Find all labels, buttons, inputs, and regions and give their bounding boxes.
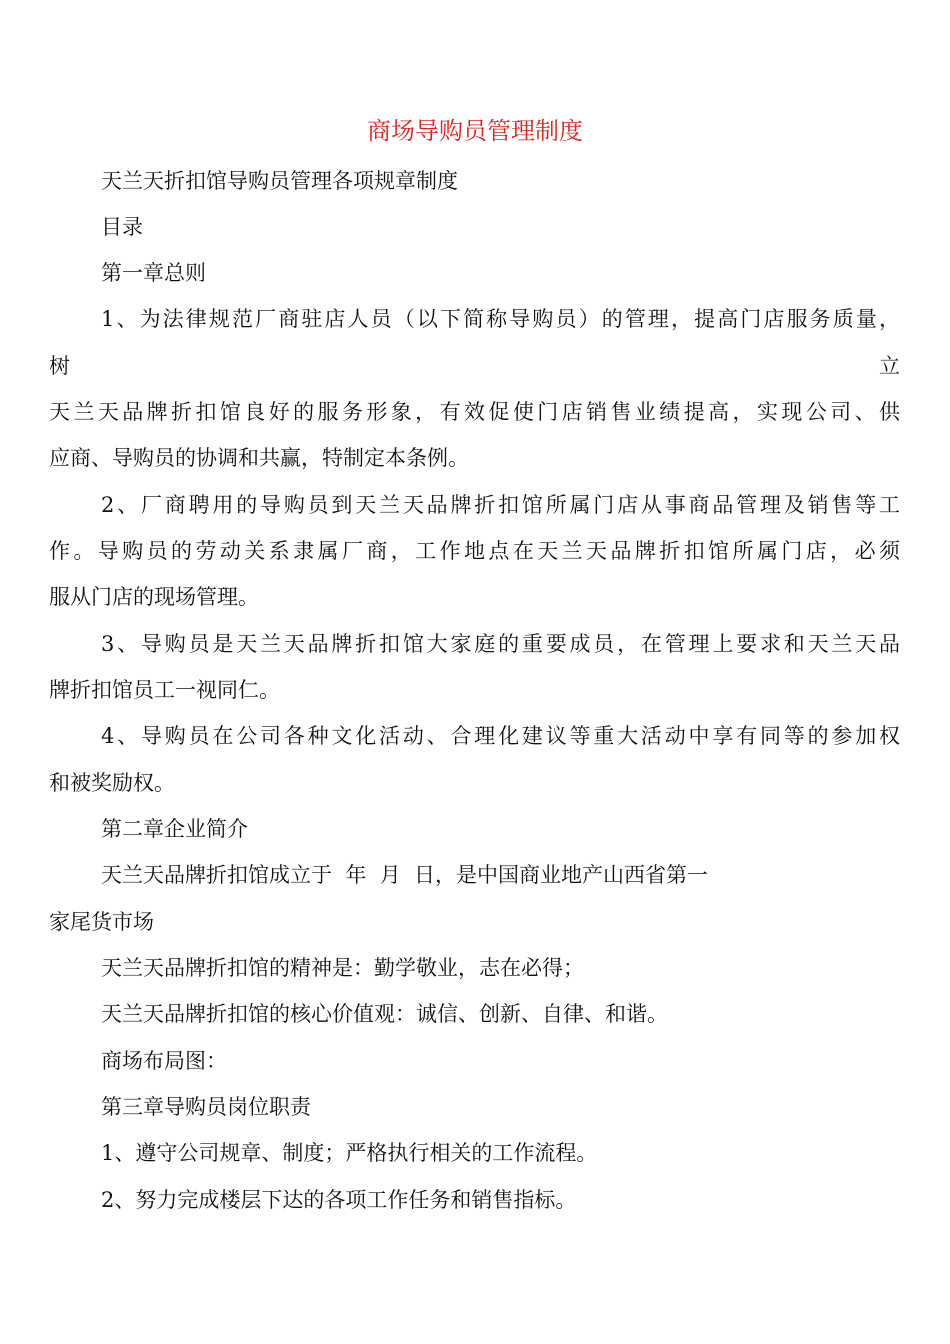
ch1-item3-line1: 3、导购员是天兰天品牌折扣馆大家庭的重要成员，在管理上要求和天兰天品	[101, 632, 900, 656]
ch1-item3-line2: 牌折扣馆员工一视同仁。	[49, 678, 280, 702]
chapter2-heading: 第二章企业简介	[101, 817, 248, 841]
ch2-spirit: 天兰天品牌折扣馆的精神是：勤学敬业，志在必得；	[101, 956, 584, 980]
ch1-item1-line2	[49, 351, 900, 381]
ch1-item2-line3: 服从门店的现场管理。	[49, 585, 259, 609]
ch2-values: 天兰天品牌折扣馆的核心价值观：诚信、创新、自律、和谐。	[101, 1002, 668, 1026]
document-title: 商场导购员管理制度	[367, 117, 583, 145]
chapter1-heading: 第一章总则	[101, 261, 206, 285]
ch2-intro-line2: 家尾货市场	[49, 910, 154, 934]
ch3-item2: 2、努力完成楼层下达的各项工作任务和销售指标。	[101, 1188, 577, 1212]
ch1-item1-line2-left: 树	[49, 354, 70, 378]
ch1-item1-line2-right: 立	[879, 354, 900, 378]
ch1-item1-line3: 天兰天品牌折扣馆良好的服务形象，有效促使门店销售业绩提高，实现公司、供	[49, 400, 900, 424]
ch1-item1-line1: 1、为法律规范厂商驻店人员（以下简称导购员）的管理，提高门店服务质量，	[101, 307, 900, 331]
ch2-intro-line1: 天兰天品牌折扣馆成立于 年 月 日，是中国商业地产山西省第一	[101, 863, 709, 887]
chapter3-heading: 第三章导购员岗位职责	[101, 1095, 311, 1119]
ch1-item1-line4: 应商、导购员的协调和共赢，特制定本条例。	[49, 446, 469, 470]
ch3-item1: 1、遵守公司规章、制度；严格执行相关的工作流程。	[101, 1141, 598, 1165]
ch1-item4-line2: 和被奖励权。	[49, 771, 175, 795]
toc-label: 目录	[101, 215, 143, 239]
subtitle: 天兰天折扣馆导购员管理各项规章制度	[101, 169, 458, 193]
ch2-layout-label: 商场布局图：	[101, 1049, 227, 1073]
ch1-item4-line1: 4、导购员在公司各种文化活动、合理化建议等重大活动中享有同等的参加权	[101, 724, 900, 748]
ch1-item2-line1: 2、厂商聘用的导购员到天兰天品牌折扣馆所属门店从事商品管理及销售等工	[101, 493, 900, 517]
ch1-item2-line2: 作。导购员的劳动关系隶属厂商，工作地点在天兰天品牌折扣馆所属门店，必须	[49, 539, 900, 563]
